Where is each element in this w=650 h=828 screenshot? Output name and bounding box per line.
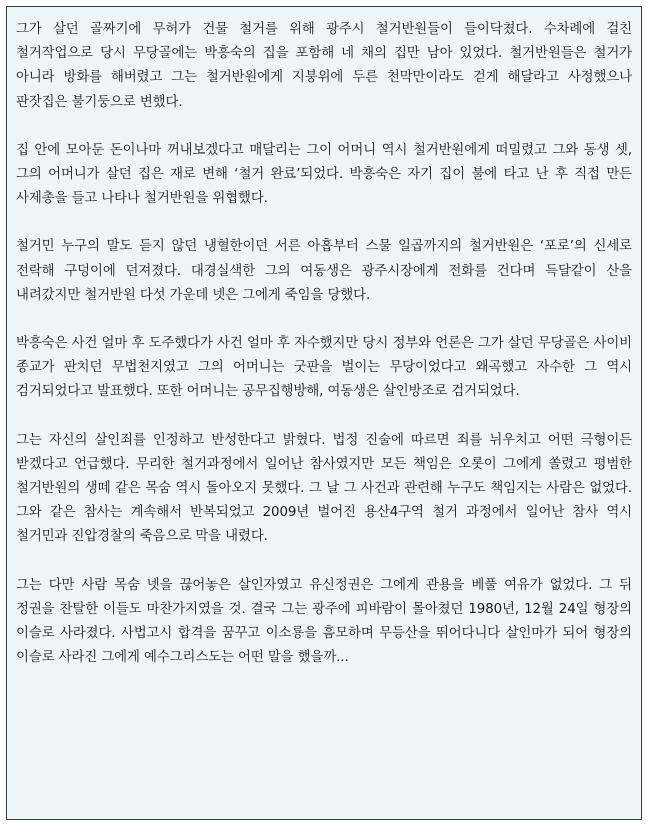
document-page	[6, 6, 642, 820]
paragraph-6: 그는 다만 사람 목숨 넷을 끊어놓은 살인자였고 유신정권은 그에게 관용을 베풀 여유가 없었다. 그 뒤 정권을 찬탈한 이들도 마찬가지였을 것. 결국 그는 광주에 피바람이 몰아쳤던 1980년, 12월 24일 형장의 이슬로 사라졌다. 사법고시 합격을 꿈꾸고 이소룡을 흠모하며 무등산을 뛰어다니다 살인마가 되어 형장의 이슬로 사라진 그에게 예수그리스도는 어떤 말을 했을까...	[16, 577, 632, 666]
paragraph-5: 그는 자신의 살인죄를 인정하고 반성한다고 밝혔다. 법정 진술에 따르면 죄를 뉘우치고 어떤 극형이든 받겠다고 언급했다. 무리한 철거과정에서 일어난 참사였지만 모든 책임은 오롯이 그에게 쏠렸고 평범한 철거반원의 생떼 같은 목숨 역시 돌아오지 못했다. 그 날 그 사건과 관련해 누구도 책임지는 사람은 없었다. 그와 같은 참사는 계속해서 반복되었고 2009년 벌어진 용산4구역 철거 과정에서 일어난 참사 역시 철거민과 진압경찰의 죽음으로 막을 내렸다.	[16, 432, 632, 545]
paragraph-4: 박흥숙은 사건 얼마 후 도주했다가 사건 얼마 후 자수했지만 당시 정부와 언론은 그가 살던 무당골은 사이비 종교가 판치던 무법천지였고 그의 어머니는 굿판을 벌이는 무당이었다고 왜곡했고 자수한 그 역시 검거되었다고 발표했다. 또한 어머니는 공무집행방해, 여동생은 살인방조로 검거되었다.	[16, 336, 632, 400]
paragraph-3: 철거민 누구의 말도 듣지 않던 냉혈한이던 서른 아홉부터 스물 일곱까지의 철거반원은 ‘포로’의 신세로 전락해 구덩이에 던져졌다. 대경실색한 그의 여동생은 광주시장에게 전화를 건다며 득달같이 산을 내려갔지만 철거반원 다섯 가운데 넷은 그에게 죽임을 당했다.	[16, 239, 632, 303]
paragraph-2: 집 안에 모아둔 돈이나마 꺼내보겠다고 매달리는 그이 어머니 역시 철거반원에게 떠밀렸고 그와 동생 셋, 그의 어머니가 살던 집은 재로 변해 ‘철거 완료’되었다. 박흥숙은 자기 집이 불에 타고 난 후 직접 만든 사제총을 들고 나타나 철거반원을 위협했다.	[16, 142, 632, 207]
paragraph-1: 그가 살던 골짜기에 무허가 건물 철거를 위해 광주시 철거반원들이 들이닥쳤다. 수차례에 걸친 철거작업으로 당시 무당골에는 박흥숙의 집을 포함해 네 채의 집만 남아 있었다. 철거반원들은 철거가 아니라 방화를 해버렸고 그는 철거반원에게 지붕위에 두른 천막만이라도 걷게 해달라고 사정했으나 판잣집은 불기둥으로 변했다.	[16, 22, 632, 110]
